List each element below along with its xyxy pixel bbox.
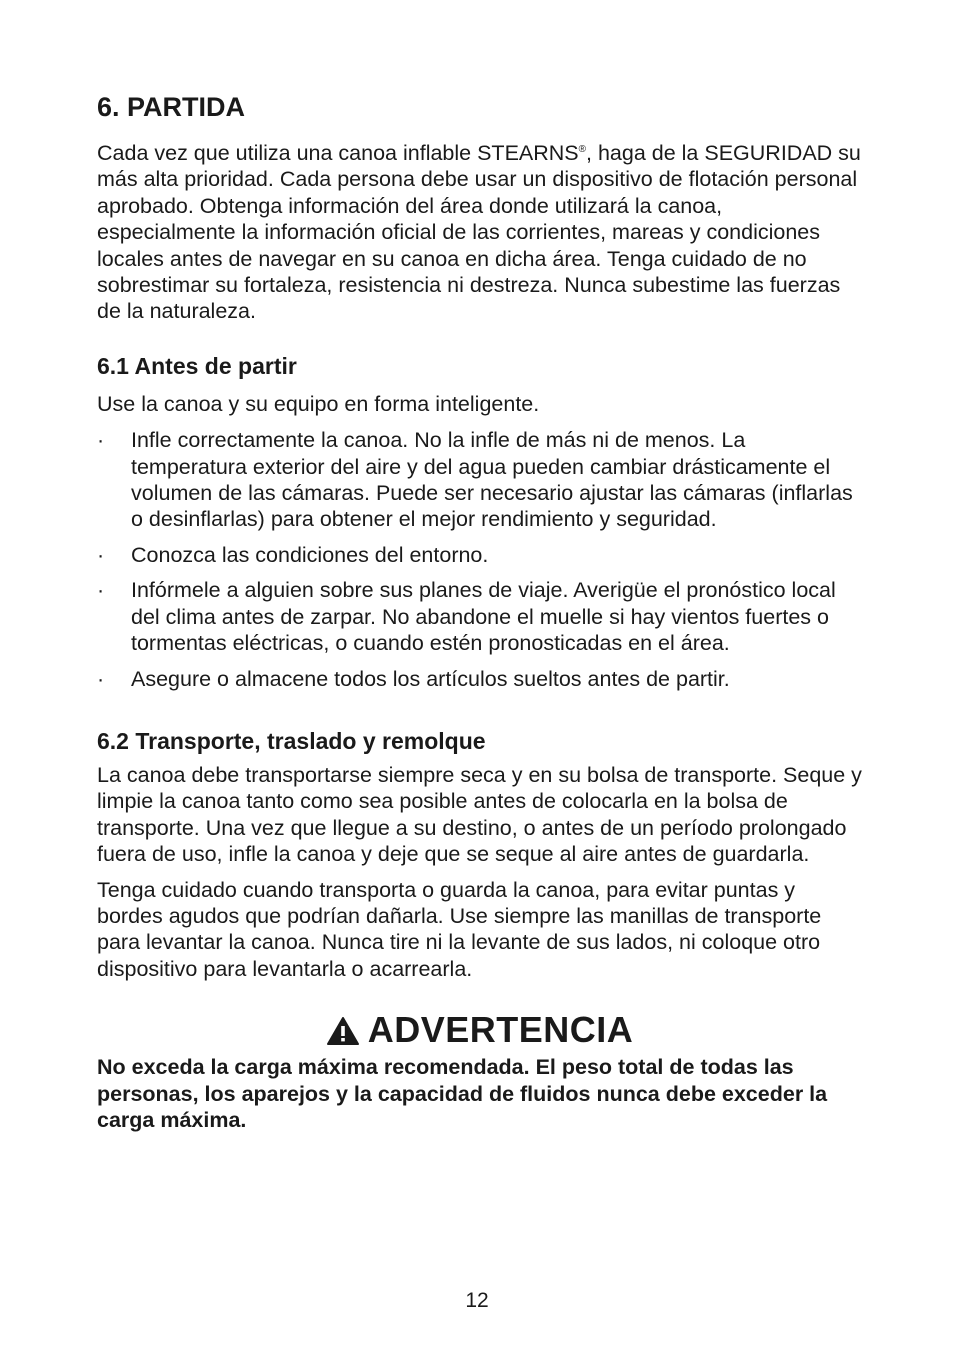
intro-paragraph — [97, 140, 862, 325]
subsection-title-before-departure: 6.1 Antes de partir — [97, 352, 297, 379]
list-item — [97, 577, 862, 656]
intro-text-start: Cada vez que utiliza una canoa inflable STEARNS — [97, 141, 579, 165]
registered-mark: ® — [578, 144, 587, 155]
list-item-text: Infórmele a alguien sobre sus planes de viaje. Averigüe el pronóstico local del clima antes de zarpar. No abandone el muelle si hay vientos fuertes o tormentas eléctricas, o cuando estén pronosticadas en el área. — [131, 578, 836, 656]
list-item-text: Conozca las condiciones del entorno. — [131, 542, 489, 567]
list-item — [97, 666, 862, 692]
bullet: · — [97, 428, 105, 453]
bullet: · — [97, 578, 105, 603]
bullet: · — [97, 666, 105, 691]
page-number: 12 — [465, 1289, 489, 1312]
page-content — [97, 90, 862, 1133]
transport-paragraph-1: La canoa debe transportarse siempre seca y en su bolsa de transporte. Seque y limpie la canoa tanto como sea posible antes de colocarla en la bolsa de transporte. Una vez que llegue a su destino, o antes de un período prolongado fuera de uso, infle la canoa y deje que se seque al aire antes de guardarla. — [97, 762, 862, 867]
subsection-lead: Use la canoa y su equipo en forma inteligente. — [97, 391, 540, 416]
list-item — [97, 427, 862, 533]
warning-triangle-icon — [326, 1016, 360, 1046]
checklist — [97, 427, 862, 692]
warning-text: No exceda la carga máxima recomendada. El peso total de todas las personas, los aparejos y la capacidad de fluidos nunca debe exceder la carga máxima. — [97, 1055, 828, 1132]
intro-text-end: , haga de la SEGURIDAD su más alta prioridad. Cada persona debe usar un dispositivo de flotación personal aprobado. Obtenga información del área donde utilizará la canoa, especialmente la información oficial de las corrientes, mareas y condiciones locales antes de navegar en su canoa en dicha área. Tenga cuidado de no sobrestimar su fortaleza, resistencia ni destreza. Nunca subestime las fuerzas de la naturaleza. — [97, 141, 861, 324]
bullet: · — [97, 542, 105, 567]
transport-paragraph-2: Tenga cuidado cuando transporta o guarda la canoa, para evitar puntas y bordes agudos que podrían dañarla. Use siempre las manillas de transporte para levantar la canoa. Nunca tire ni la levante de sus lados, ni coloque otro dispositivo para levantarla o acarrearla. — [97, 877, 822, 981]
transport-section — [97, 726, 862, 982]
list-item — [97, 542, 862, 568]
section-title: 6. PARTIDA — [97, 92, 246, 122]
warning-title: ADVERTENCIA — [367, 1009, 634, 1051]
subsection-title-transport: 6.2 Transporte, traslado y remolque — [97, 727, 486, 754]
warning-heading — [97, 1008, 862, 1052]
list-item-text: Asegure o almacene todos los artículos sueltos antes de partir. — [131, 666, 730, 691]
list-item-text: Infle correctamente la canoa. No la infle de más ni de menos. La temperatura exterior del aire y del agua pueden cambiar drásticamente el volumen de las cámaras. Puede ser necesario ajustar las cámaras (inflarlas o desinflarlas) para obtener el mejor rendimiento y seguridad. — [131, 428, 853, 532]
